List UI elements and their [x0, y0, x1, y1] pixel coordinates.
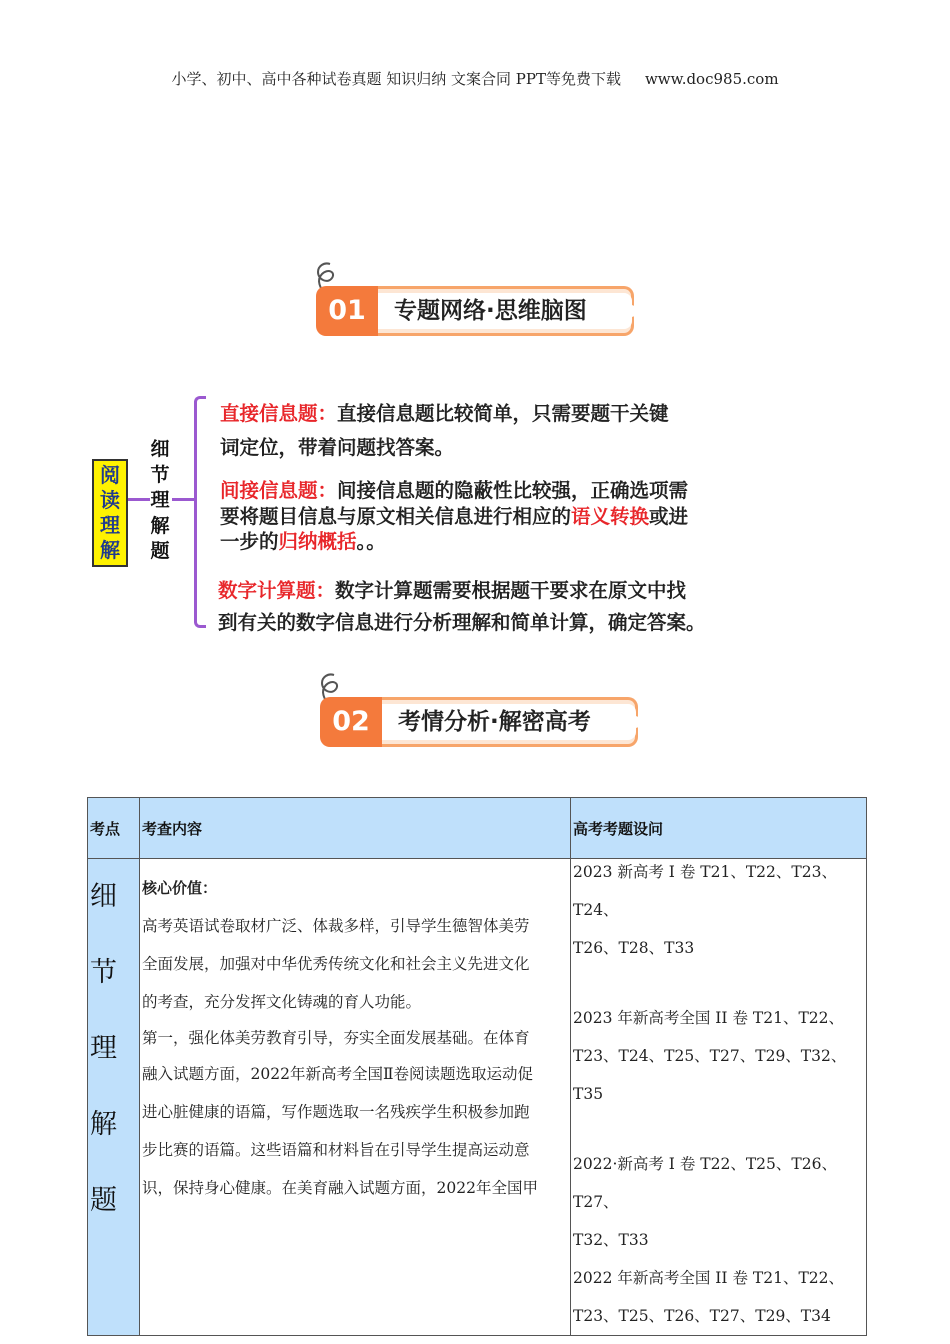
header-url[interactable]: www.doc985.com: [644, 70, 779, 88]
header-kaodian: 考点: [88, 798, 140, 859]
page-header: [0, 68, 950, 89]
connector-root: [128, 498, 150, 501]
kaodian-cell: 细 节 理 解 题: [88, 859, 140, 1336]
section1-banner: [316, 286, 634, 336]
questions-cell: [571, 859, 867, 1336]
question-item: 2023 年新高考全国 II 卷 T21、T22、 T23、T24、T25、T27、T29、T32、T35: [573, 1009, 847, 1103]
leaf-calc: 数字计算题：数字计算题需要根据题干要求在原文中找 到有关的数字信息进行分析理解和简单计算，确定答案。: [218, 579, 706, 634]
section1-number: 01: [316, 286, 378, 336]
leaf-indirect: 间接信息题：间接信息题的隐蔽性比较强，正确选项需 要将题目信息与原文相关信息进行相应的语义转换或进 一步的归纳概括。。: [220, 479, 689, 553]
section2-title: 考情分析·解密高考: [382, 704, 636, 740]
connector-branch: [172, 498, 196, 501]
question-item: 2022·新高考 I 卷 T22、T25、T26、T27、 T32、T33: [573, 1155, 837, 1249]
exam-analysis-table: [87, 797, 867, 1336]
question-item: 2022 年新高考全国 II 卷 T21、T22、 T23、T25、T26、T27、T29、T34: [573, 1269, 845, 1325]
mindmap-branch: 细 节 理 解 题: [150, 438, 170, 562]
leaf-direct: 直接信息题：直接信息题比较简单，只需要题干关键 词定位，带着问题找答案。: [220, 402, 669, 459]
question-item: 2023 新高考 I 卷 T21、T22、T23、T24、 T26、T28、T33: [573, 863, 837, 957]
header-text: 小学、初中、高中各种试卷真题 知识归纳 文案合同 PPT等免费下载: [171, 70, 621, 88]
table-row: [88, 859, 867, 1336]
content-cell: 核心价值： 高考英语试卷取材广泛、体裁多样，引导学生德智体美劳 全面发展，加强对中华优秀传统文化和社会主义先进文化 的考查，充分发挥文化铸魂的育人功能。 第一，强化体美劳教育引导，夯实全面发展基础。在体育 融入试题方面，2022年新高考全国Ⅱ卷阅读题选取运动促 进心脏健康的语篇，写作题选取一名残疾学生积极参加跑 步比赛的语篇。这些语篇和材料旨在引导学生提高运动意 识，保持身心健康。在美育融入试题方面，2022年全国甲: [140, 859, 571, 1336]
section1-title: 专题网络·思维脑图: [378, 293, 632, 329]
mindmap-bracket: [194, 396, 206, 628]
header-questions: 高考考题设问: [571, 798, 867, 859]
header-content: 考查内容: [140, 798, 571, 859]
mindmap-root: 阅 读 理 解: [92, 459, 128, 567]
section2-banner: [320, 697, 640, 747]
section2-number: 02: [320, 697, 382, 747]
